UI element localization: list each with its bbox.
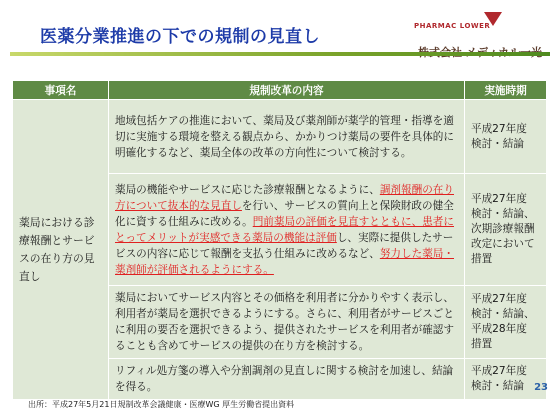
title-underline [10, 52, 550, 56]
period-line: 平成27年度 [471, 122, 527, 135]
highlight-text: 調剤報酬の在り方について抜本的な見直し [115, 183, 454, 212]
period-line: 検討・結論 [471, 137, 524, 150]
period-line: 平成27年度 [471, 293, 527, 305]
table-row [13, 100, 547, 174]
period-line: 措置 [471, 338, 493, 350]
period-line: 平成27年度 [471, 365, 527, 377]
period-line: 措置 [471, 253, 493, 265]
content-text: リフィル処方箋の導入や分割調剤の見直しに関する検討を加速し、結論を得る。 [115, 365, 454, 393]
regulation-table [12, 80, 547, 400]
period-cell [465, 100, 547, 174]
period-line: 次期診療報酬 [471, 223, 535, 235]
header-period: 実施時期 [465, 81, 547, 100]
period-line: 改定において [471, 238, 535, 250]
content-cell [109, 286, 465, 359]
content-text: 薬局においてサービス内容とその価格を利用者に分かりやすく表示し、利用者が薬局を選択できるようにする。さらに、利用者がサービスごとに利用の要否を選択できるよう、提供されたサービスを利用者が確認することも含めてサービスの提供の在り方を検討する。 [115, 292, 454, 352]
period-line: 検討・結論、 [471, 308, 535, 320]
logo-brand-text: PHARMAC LOWER [414, 22, 491, 30]
period-line: 検討・結論、 [471, 208, 535, 220]
period-line: 平成28年度 [471, 323, 527, 335]
period-line: 検討・結論 [471, 380, 524, 392]
logo-triangle-icon [484, 12, 502, 26]
period-cell [465, 286, 547, 359]
table-header-row [13, 81, 547, 100]
page-number: 23 [534, 382, 548, 393]
content-text: を行い、サービスの質向上と保険財政の健全化に資する仕組みに改める。 [115, 199, 454, 228]
period-line: 平成27年度 [471, 193, 527, 205]
company-logo [414, 10, 544, 70]
content-text: し、実際に提供したサービスの内容に応じて報酬を支払う仕組みに改めるなど、 [115, 231, 454, 260]
content-text: 地域包括ケアの推進において、薬局及び薬剤師が薬学的管理・指導を適切に実施する環境を整える観点から、かかりつけ薬局の要件を具体的に明確化するなど、薬局全体の改革の方向性について検討する。 [115, 114, 454, 159]
period-cell [465, 359, 547, 400]
header-item-name: 事項名 [13, 81, 109, 100]
category-cell: 薬局における診療報酬とサービスの在り方の見直し [13, 100, 109, 400]
highlight-text: 門前薬局の評価を見直すとともに、患者にとってメリットが実感できる薬局の機能は評価 [115, 215, 454, 244]
content-cell [109, 174, 465, 286]
content-cell [109, 100, 465, 174]
highlight-text: 努力した薬局・薬剤師が評価されるようにする。 [115, 247, 454, 276]
source-note: 出所：平成27年5月21日規制改革会議健康・医療WG 厚生労働省提出資料 [28, 400, 295, 409]
header-content: 規制改革の内容 [109, 81, 465, 100]
content-text: 薬局の機能やサービスに応じた診療報酬となるように、 [115, 183, 380, 196]
page-title: 医薬分業推進の下での規制の見直し [40, 27, 320, 47]
period-cell [465, 174, 547, 286]
content-cell [109, 359, 465, 400]
